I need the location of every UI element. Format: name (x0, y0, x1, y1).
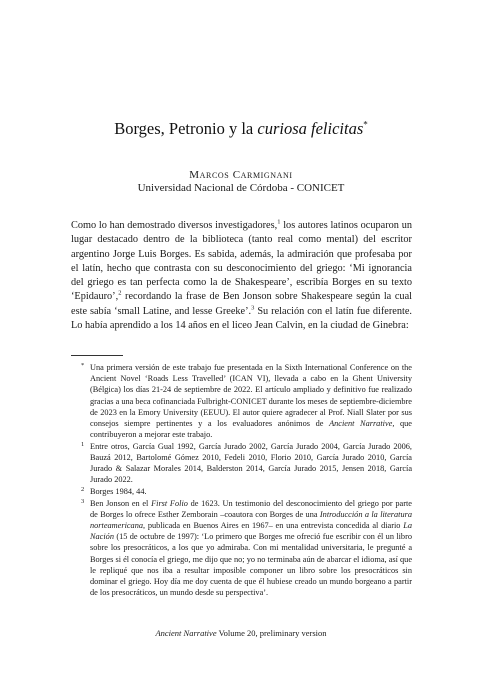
body-text-3: recordando la frase de Ben Jonson sobre Shakespeare según la cual este sabía ‘small Latine, and lesse Greeke’. (71, 291, 412, 317)
body-text-4: Su relación con el latín fue diferente. Lo había aprendido a los 14 años en el liceo Jean Calvin, en la ciudad de Ginebra: (71, 305, 412, 332)
footnote-star-journal: Ancient Narrative (329, 419, 393, 429)
article-title (0, 119, 482, 139)
footnote-divider (71, 355, 123, 356)
footnote-ref-2[interactable]: 2 (118, 290, 122, 298)
footnote-3-italic-1: First Folio (151, 498, 188, 508)
body-text-1: Como lo han demostrado diversos investigadores, (71, 220, 278, 231)
footnote-3 (71, 498, 412, 599)
footnote-ref-3[interactable]: 3 (251, 304, 255, 312)
footnote-3-text-a: Ben Jonson en el (90, 498, 152, 508)
page-footer (0, 628, 482, 639)
footnote-3-italic-2: Introducción a la literatura norteamericana (90, 509, 412, 531)
footer-journal: Ancient Narrative (155, 628, 217, 638)
body-paragraph (71, 219, 412, 333)
footnotes (71, 362, 412, 599)
footnote-2-text: Borges 1984, 44. (90, 487, 147, 497)
footnote-3-text-c: , publicada en Buenos Aires en 1967– en una entrevista concedida al diario (143, 521, 404, 531)
footnote-star-text-a: Una primera versión de este trabajo fue presentada en la Sixth International Conference on the Ancient Novel ‘Roads Less Travelled’ (ICAN VI), llevada a cabo en la Ghent University (Bélgica) los días 21-24 de septiembre de 2022. El artículo ampliado y definitivo fue realizado gracias a una beca cofinanciada Fulbright-CONICET durante los meses de septiembre-diciembre de 2023 en la Emory University (EEUU). El autor quiere agradecer al Prof. Niall Slater por sus consejos siempre pertinentes y a los evaluadores anónimos de (90, 363, 412, 429)
footnote-mark-3: 3 (81, 497, 85, 505)
footnote-ref-1[interactable]: 1 (277, 218, 281, 226)
author-name: Marcos Carmignani (189, 169, 293, 181)
body-text-2: los autores latinos ocuparon un lugar destacado dentro de la biblioteca (tanto real como mental) del escritor argentino Jorge Luis Borges. Es sabida, además, la admiración que profesaba por el latín, hecho que contrasta con su desconocimiento del griego: ‘Mi ignorancia del griego es tan perfecta como la de Shakespeare’, escribía Borges en su texto ‘Epidauro’, (71, 220, 412, 303)
footnote-3-italic-3: La Nación (90, 521, 412, 542)
title-footnote-mark: * (363, 119, 368, 130)
title-italic: curiosa felicitas (257, 119, 364, 138)
footnote-star (71, 362, 412, 440)
footnote-2 (71, 486, 412, 497)
footnote-mark-star: * (81, 362, 85, 369)
footnote-1-text: Entre otros, García Gual 1992, García Jurado 2002, García Jurado 2004, García Jurado 2006, Bauzá 2012, Bartolomé Gómez 2010, Fedeli 2010, Florio 2010, García Jurado 2010, García Jurado & Salazar Morales 2014, Balderston 2014, García Jurado 2015, Jensen 2018, García Jurado 2022. (90, 441, 412, 485)
footnote-star-text-b: , que contribuyeron a mejorar este trabajo. (90, 419, 412, 440)
author-affiliation: Universidad Nacional de Córdoba - CONICET (137, 182, 345, 194)
footnote-1 (71, 441, 412, 486)
footnote-mark-2: 2 (81, 486, 85, 494)
footnote-3-text-b: de 1623. Un testimonio del desconocimiento del griego por parte de Borges lo ofrece Esther Zemborain –coautora con Borges de una (90, 498, 412, 519)
footer-text: Volume 20, preliminary version (216, 628, 327, 638)
footnote-mark-1: 1 (81, 440, 85, 448)
title-main: Borges, Petronio y la (114, 119, 258, 138)
footnote-3-text-d: (15 de octubre de 1997): ‘Lo primero que Borges me ofreció fue escribir con él un libro sobre los presocráticos, a los que yo admiraba. Con mi mentalidad universitaria, le pregunté a Borges si él conocía el griego, me dijo que no; yo no terminaba aún de abarcar el idioma, así que le repliqué que nos iba a resultar imposible componer un libro sobre los presocráticos sin dominar el griego. Hoy día me doy cuenta de que él hubiese creado un mundo borgeano a partir de los presocráticos, un mundo desde su perspectiva’. (90, 532, 412, 598)
